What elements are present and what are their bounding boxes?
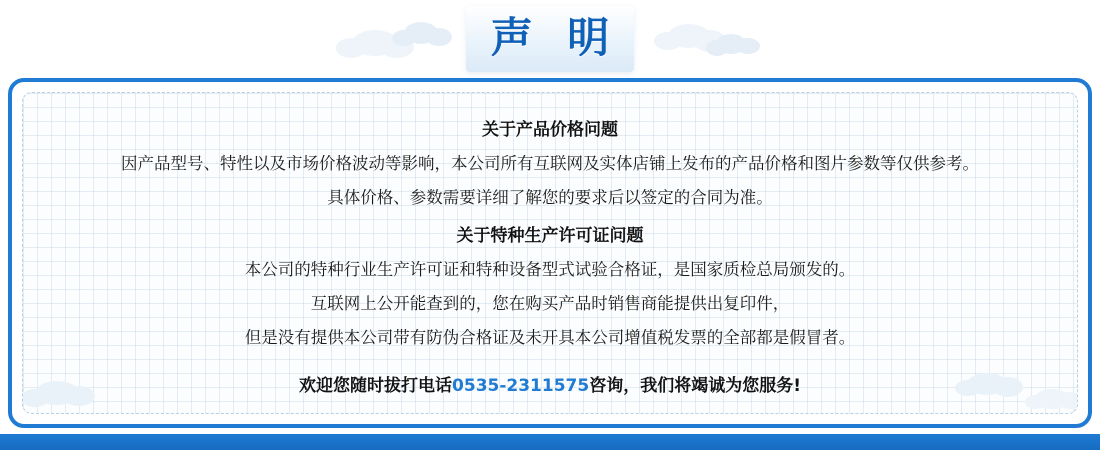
section-heading-license: 关于特种生产许可证问题 <box>456 226 644 246</box>
section-heading-price: 关于产品价格问题 <box>482 120 618 140</box>
section1-line-2: 具体价格、参数需要详细了解您的要求后以签定的合同为准。 <box>327 188 773 207</box>
section2-line-3: 但是没有提供本公司带有防伪合格证及未开具本公司增值税发票的全部都是假冒者。 <box>244 328 856 347</box>
page-title: 声 明 <box>490 13 620 62</box>
phone-number[interactable]: 0535-2311575 <box>452 376 590 396</box>
title-band <box>0 0 1100 78</box>
section2-line-2: 互联网上公开能查到的，您在购买产品时销售商能提供出复印件， <box>310 294 790 313</box>
cloud-icon <box>716 34 746 54</box>
cloud-icon <box>668 24 710 48</box>
statement-content <box>23 93 1077 403</box>
contact-prefix: 欢迎您随时拔打电话 <box>299 376 453 396</box>
contact-suffix: 咨询，我们将竭诚为您服务! <box>589 376 801 396</box>
statement-frame <box>8 78 1092 428</box>
contact-line <box>51 369 1049 403</box>
bottom-accent-bar <box>0 434 1100 450</box>
section1-line-1: 因产品型号、特性以及市场价格波动等影响，本公司所有互联网及实体店铺上发布的产品价格和图片参数等仅供参考。 <box>121 154 979 173</box>
section2-line-1: 本公司的特种行业生产许可证和特种设备型式试验合格证，是国家质检总局颁发的。 <box>244 260 856 279</box>
cloud-icon <box>404 22 438 44</box>
cloud-icon <box>352 30 398 56</box>
statement-frame-inner <box>22 92 1078 414</box>
